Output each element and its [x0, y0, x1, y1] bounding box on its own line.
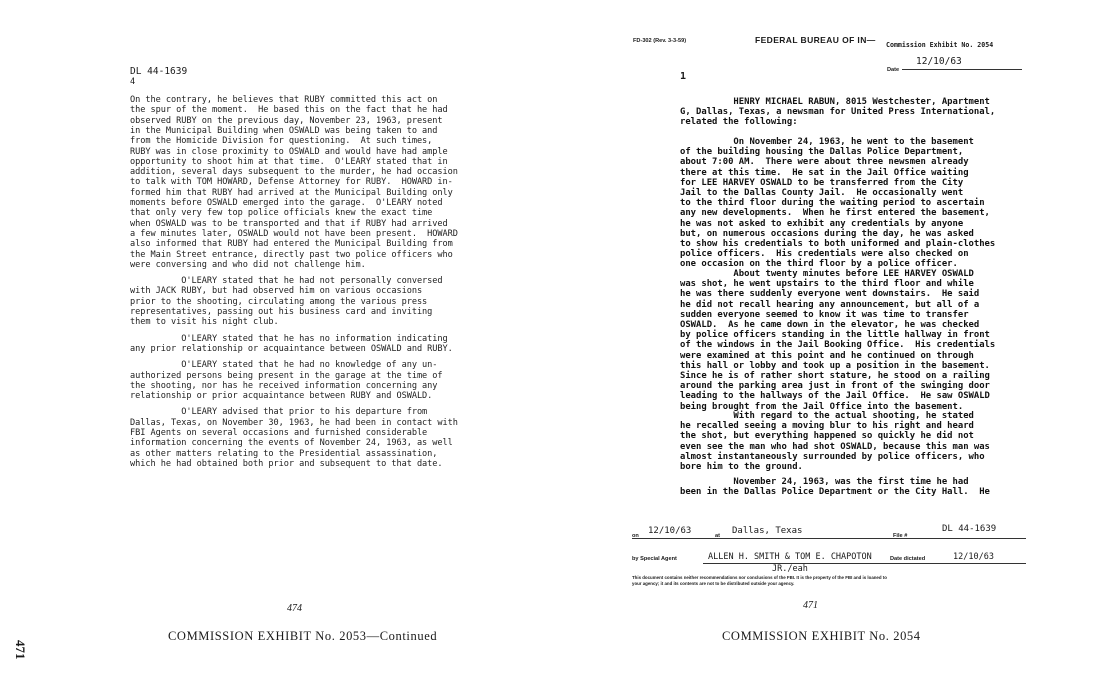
form-number: FD-302 (Rev. 3-3-59) [633, 38, 687, 44]
right-page [560, 0, 1094, 691]
right-text-line: being brought from the Jail Office into the basement. [680, 401, 964, 412]
left-text-line: Dallas, Texas, on November 30, 1963, he had been in contact with [130, 417, 458, 428]
bureau-header: FEDERAL BUREAU OF IN— [755, 35, 876, 45]
left-text-line: the Main Street entrance, directly past two police officers who [130, 249, 453, 260]
right-text-line: he was there suddenly everyone went downstairs. He said [680, 289, 980, 300]
exhibit-footer-right: COMMISSION EXHIBIT No. 2054 [722, 629, 921, 643]
right-text-line: by police officers standing in the little hallway in front [680, 330, 990, 341]
right-text-line: bore him to the ground. [680, 462, 803, 472]
right-text-line: leading to the hallways of the Jail Office. He saw OSWALD [680, 391, 990, 402]
left-text-line: that only very few top police officials knew the exact time [130, 208, 433, 219]
right-text-line: On November 24, 1963, he went to the basement [680, 137, 974, 147]
dictated-date: 12/10/63 [953, 552, 994, 562]
left-text-line: O'LEARY stated that he had no knowledge of any un- [130, 360, 438, 371]
right-text-line: but, on numerous occasions during the day, he was asked [680, 228, 974, 239]
left-text-line: O'LEARY advised that prior to his departure from [130, 407, 428, 418]
right-text-line: OSWALD. As he came down in the elevator, he was checked [680, 320, 980, 330]
right-text-line: of the building housing the Dallas Police Department, [680, 147, 964, 158]
left-text-line: addition, several days subsequent to the murder, he had occasion [130, 167, 458, 178]
left-text-line: moments before OSWALD emerged into the garage. O'LEARY noted [130, 198, 443, 208]
right-text-line: related the following: [680, 117, 798, 128]
date-label: Date [887, 67, 900, 73]
right-text-line: he did not recall hearing any announcement, but all of a [680, 299, 980, 310]
right-text-line: almost instantaneously surrounded by police officers, who [680, 451, 985, 462]
interview-date: 12/10/63 [648, 526, 692, 536]
left-text-line: On the contrary, he believes that RUBY committed this act on [130, 95, 438, 105]
left-text-line: O'LEARY stated that he has no information indicating [130, 333, 448, 344]
left-text-line: RUBY was in close proximity to OSWALD and would have had ample [130, 146, 448, 157]
left-text-line: information concerning the events of November 24, 1963, as well [130, 438, 453, 449]
right-text-line: were examined at this point and he continued on through [680, 350, 974, 361]
right-text-line: was shot, he went upstairs to the third floor and while [680, 279, 974, 290]
left-text-line: were conversing and who did not challenge him. [130, 259, 366, 270]
right-text-line: this hall or lobby and took up a position in the basement. [680, 360, 990, 371]
dictated-label: Date dictated [890, 556, 926, 562]
left-text-line: relationship or prior acquaintance between RUBY and OSWALD. [130, 391, 433, 402]
agent-rule [703, 563, 1026, 564]
left-text-line: prior to the shooting, circulating among the various press [130, 296, 428, 307]
left-text-line: representatives, passing out his business card and inviting [130, 307, 433, 317]
left-text-line: a few minutes later, OSWALD would not have been present. HOWARD [130, 228, 458, 239]
handwritten-page-number-right: 471 [803, 600, 818, 611]
typist-initials: JR./eah [772, 564, 808, 574]
margin-page-number: 471 [13, 640, 28, 660]
right-text-line: of the windows in the Jail Booking Office. His credentials [680, 340, 996, 351]
right-text-line: About twenty minutes before LEE HARVEY OSWALD [680, 269, 974, 279]
date-underline [902, 69, 1022, 70]
report-date: 12/10/63 [916, 56, 962, 67]
handwritten-page-number: 474 [287, 603, 302, 614]
interview-location: Dallas, Texas [732, 526, 803, 536]
right-text-line: G, Dallas, Texas, a newsman for United Press International, [680, 107, 996, 118]
left-text-line: which he had obtained both prior and subsequent to that date. [130, 458, 443, 469]
left-text-line: authorized persons being present in the garage at the time of [130, 370, 443, 381]
right-text-line: about 7:00 AM. There were about three newsmen already [680, 157, 969, 168]
on-label: on [632, 533, 639, 539]
left-text-line: observed RUBY on the previous day, November 23, 1963, present [130, 115, 443, 126]
left-text-line: when OSWALD was to be transported and that if RUBY had arrived [130, 218, 448, 229]
exhibit-label: Commission Exhibit No. 2054 [886, 41, 994, 49]
right-text-line: he recalled seeing a moving blur to his right and heard [680, 421, 974, 432]
left-text-line: opportunity to shoot him at that time. O'LEARY stated that in [130, 156, 448, 167]
left-text-line: in the Municipal Building when OSWALD was being taken to and [130, 125, 438, 136]
at-label: at [715, 533, 720, 539]
left-text-line: as other matters relating to the Presidential assassination, [130, 448, 438, 459]
page-mark: 4 [130, 77, 136, 87]
right-text-line: one occasion on the third floor by a police officer. [680, 259, 958, 270]
right-text-line: to the third floor during the waiting period to ascertain [680, 198, 985, 209]
left-text-line: from the Homicide Division for questioning. At such times, [130, 136, 433, 147]
footer-rule [632, 538, 1026, 539]
right-text-line: police officers. His credentials were also checked on [680, 249, 969, 260]
left-text-line: with JACK RUBY, but had observed him on various occasions [130, 286, 423, 297]
right-text-line: With regard to the actual shooting, he stated [680, 411, 974, 421]
agent-names: ALLEN H. SMITH & TOM E. CHAPOTON [708, 552, 872, 562]
right-text-line: sudden everyone seemed to know it was time to transfer [680, 309, 969, 320]
right-text-line: Jail to the Dallas County Jail. He occasionally went [680, 188, 964, 198]
right-text-line: he was not asked to exhibit any credentials by anyone [680, 218, 964, 229]
file-number: DL 44-1639 [942, 524, 997, 534]
exhibit-footer: COMMISSION EXHIBIT No. 2053—Continued [168, 629, 438, 643]
left-text-line: FBI Agents on several occasions and furnished considerable [130, 428, 428, 438]
left-text-line: the shooting, nor has he received information concerning any [130, 380, 438, 391]
right-text-line: even see the man who had shot OSWALD, because this man was [680, 441, 990, 452]
right-text-line: any new developments. When he first entered the basement, [680, 208, 990, 219]
page-number: 1 [680, 71, 687, 82]
left-text-line: them to visit his night club. [130, 317, 279, 328]
right-text-line: HENRY MICHAEL RABUN, 8015 Westchester, Apartment [680, 97, 990, 107]
disclaimer-line-1: This document contains neither recommendations nor conclusions of the FBI. It is the property of the FBI and is loaned to [632, 575, 887, 580]
right-text-line: to show his credentials to both uniformed and plain-clothes [680, 239, 996, 249]
file-reference: DL 44-1639 [130, 66, 188, 77]
right-text-line: there at this time. He sat in the Jail Office waiting [680, 167, 969, 178]
right-text-line: for LEE HARVEY OSWALD to be transferred from the City [680, 177, 964, 188]
by-agent-label: by Special Agent [632, 556, 677, 562]
left-text-line: the spur of the moment. He based this on the fact that he had [130, 105, 448, 116]
left-text-line: also informed that RUBY had entered the Municipal Building from [130, 239, 453, 250]
right-text-line: around the parking area just in front of the swinging door [680, 381, 990, 392]
right-text-line: the shot, but everything happened so quickly he did not [680, 431, 974, 442]
file-label: File # [893, 533, 908, 539]
left-text-line: O'LEARY stated that he had not personally conversed [130, 276, 443, 287]
left-text-line: to talk with TOM HOWARD, Defense Attorney for RUBY. HOWARD in- [130, 177, 453, 188]
right-text-line: Since he is of rather short stature, he stood on a railing [680, 371, 990, 381]
left-page [0, 0, 530, 691]
disclaimer-line-2: your agency; it and its contents are not to be distributed outside your agency. [632, 581, 795, 586]
right-text-line: been in the Dallas Police Department or the City Hall. He [680, 487, 990, 498]
left-text-line: formed him that RUBY had arrived at the Municipal Building only [130, 187, 453, 198]
left-text-line: any prior relationship or acquaintance between OSWALD and RUBY. [130, 343, 453, 354]
right-text-line: November 24, 1963, was the first time he had [680, 477, 969, 487]
